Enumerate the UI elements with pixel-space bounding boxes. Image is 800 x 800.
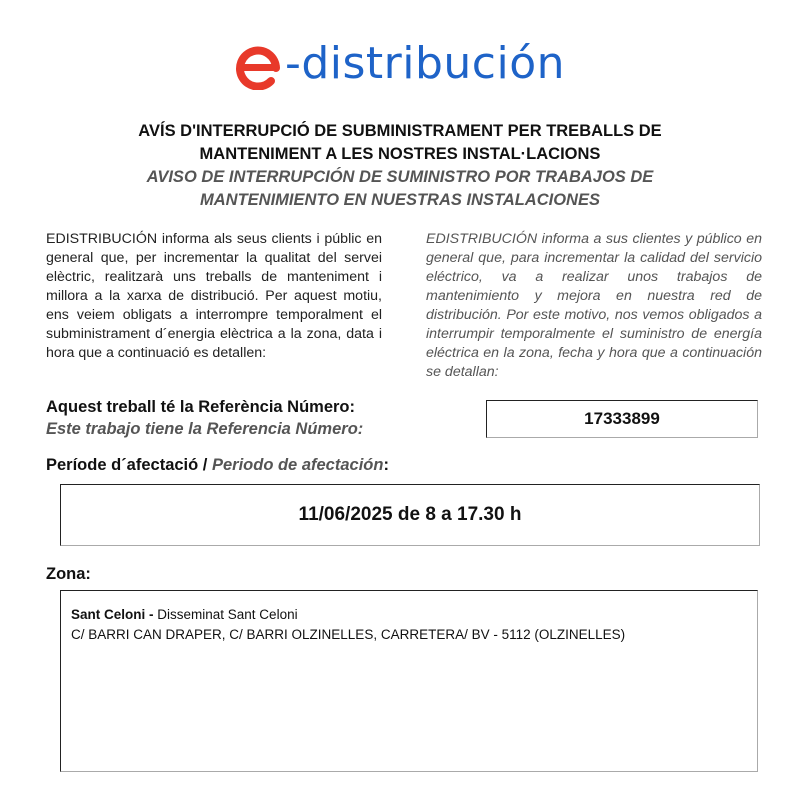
reference-label-es: Este trabajo tiene la Referencia Número: bbox=[46, 420, 364, 438]
zone-label: Zona: bbox=[46, 565, 91, 583]
period-label bbox=[46, 456, 389, 475]
period-value-box bbox=[60, 484, 760, 546]
reference-labels bbox=[46, 396, 363, 440]
period-value: 11/06/2025 de 8 a 17.30 h bbox=[298, 504, 522, 525]
title-es-line1: AVISO DE INTERRUPCIÓN DE SUMINISTRO POR TRABAJOS DE bbox=[146, 168, 654, 186]
company-logo bbox=[0, 36, 800, 90]
period-label-ca: Període d´afectació / bbox=[46, 456, 212, 474]
zone-separator: - bbox=[145, 607, 158, 622]
zone-area: Disseminat Sant Celoni bbox=[157, 607, 298, 622]
title-ca-line1: AVÍS D'INTERRUPCIÓ DE SUBMINISTRAMENT PER TREBALLS DE bbox=[138, 122, 662, 140]
intro-paragraph-ca: EDISTRIBUCIÓN informa als seus clients i públic en general que, per incrementar la qualitat del servei elèctric, realitzarà uns treballs de manteniment i millora a la xarxa de distribució. Per aquest motiu, ens veiem obligats a interrompre temporalment el subministrament d´energia elèctrica a la zona, data i hora que a continuació es detallen: bbox=[46, 231, 382, 361]
logo-text: -distribución bbox=[284, 37, 566, 89]
reference-number-box bbox=[486, 400, 758, 438]
notice-title bbox=[60, 120, 740, 212]
period-label-es: Periodo de afectación bbox=[211, 456, 384, 474]
e-distribucion-logo-icon bbox=[235, 44, 281, 90]
title-es-line2: MANTENIMIENTO EN NUESTRAS INSTALACIONES bbox=[200, 191, 600, 209]
zone-town: Sant Celoni bbox=[71, 607, 146, 622]
reference-label-ca: Aquest treball té la Referència Número: bbox=[46, 398, 356, 416]
intro-paragraph-es: EDISTRIBUCIÓN informa a sus clientes y público en general que, para incrementar la calidad del servicio eléctrico, va a realizar unos trabajos de mantenimiento y mejora en nuestra red de distribución. Por este motivo, nos vemos obligados a interrumpir temporalmente el suministro de energía eléctrica en la zona, fecha y hora que a continuación se detallan: bbox=[426, 231, 762, 380]
zone-box bbox=[60, 590, 758, 772]
reference-number: 17333899 bbox=[584, 409, 660, 428]
zone-heading bbox=[71, 605, 757, 625]
zone-streets: C/ BARRI CAN DRAPER, C/ BARRI OLZINELLES, CARRETERA/ BV - 5112 (OLZINELLES) bbox=[71, 627, 626, 642]
period-label-colon: : bbox=[383, 456, 389, 474]
title-ca-line2: MANTENIMENT A LES NOSTRES INSTAL·LACIONS bbox=[199, 145, 601, 163]
